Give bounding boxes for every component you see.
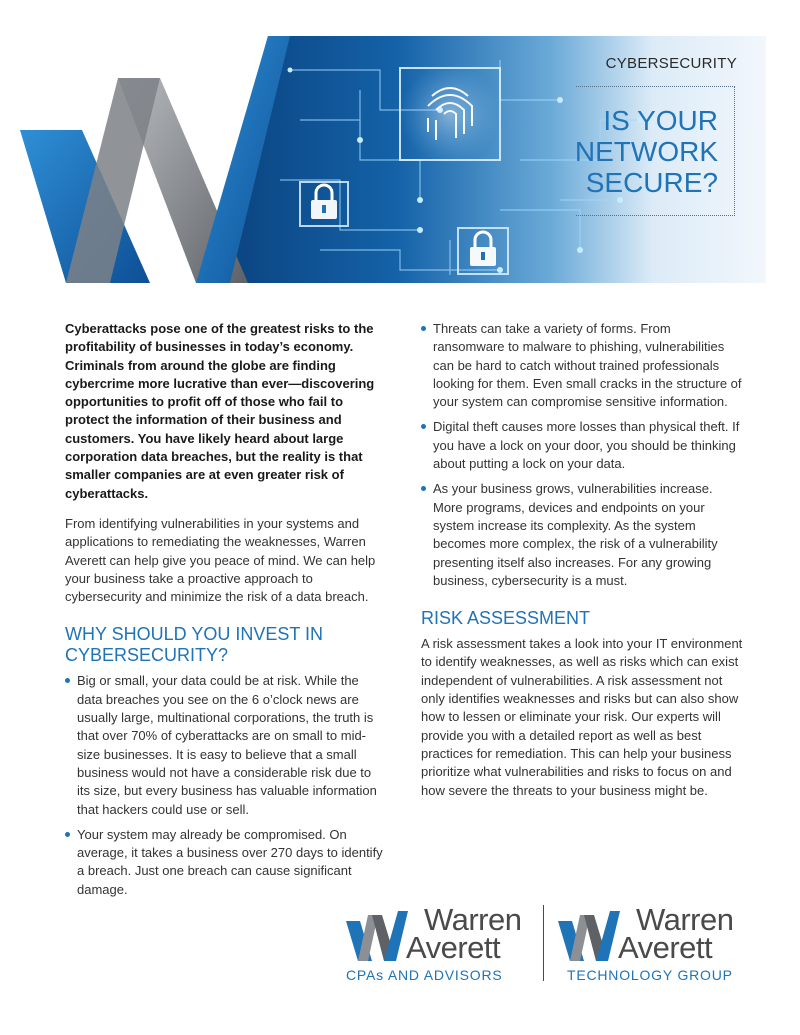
logo-word-warren: Warren (424, 902, 522, 937)
logo-technology-group (558, 903, 738, 989)
right-column (421, 320, 743, 812)
logo-word-averett: Averett (618, 930, 713, 965)
bullet-text: Your system may already be compromised. On average, it takes a business over 270 days to identify a breach. Just one breach can cause significant damage. (77, 826, 383, 897)
intro-paragraph: From identifying vulnerabilities in your systems and applications to remediating the weaknesses, Warren Averett can help give you peace of mind. We can help your business take a proactive approach to cybersecurity and minimize the risk of a data breach. (65, 515, 376, 605)
bullet-dot-icon (65, 832, 70, 837)
left-column (65, 320, 387, 906)
logo-divider (543, 905, 544, 981)
list-item (65, 672, 387, 818)
logo-word-averett: Averett (406, 930, 501, 965)
bullet-dot-icon (421, 424, 426, 429)
list-item (421, 480, 743, 590)
section-heading-risk: RISK ASSESSMENT (421, 608, 591, 629)
bullet-text: As your business grows, vulnerabilities increase. More programs, devices and endpoints on your system increase its complexity. As the system becomes more complex, the risk of a vulnerability presenting itself also increases. For any growing business, cybersecurity is a must. (433, 481, 718, 588)
lead-paragraph: Cyberattacks pose one of the greatest risks to the profitability of businesses in today’s economy. Criminals from around the globe are finding cybercrime more lucrative than ever—discovering opportunities to profit off of those who fail to protect the information of their business and customers. You have likely heard about large corporation data breaches, but the reality is that smaller companies are at even greater risk of cyberattacks. (65, 321, 375, 501)
bullet-dot-icon (421, 486, 426, 491)
page-title-line-1: IS YOUR (603, 105, 718, 136)
logo-tagline: TECHNOLOGY GROUP (567, 967, 733, 983)
page-title-line-2: NETWORK (574, 136, 718, 167)
risk-paragraph: A risk assessment takes a look into your IT environment to identify weaknesses, as well as risks which can exist independent of vulnerabilities. A risk assessment not only identifies weaknesses and risks but can also show how to lessen or eliminate your risk. Our experts will provide you with a detailed report as well as best practices for remediation. This can help your business prioritize what vulnerabilities and risks to focus on and how severe the threats to your business might be. (421, 636, 743, 798)
bullet-dot-icon (421, 326, 426, 331)
logo-tagline: CPAs AND ADVISORS (346, 967, 503, 983)
threats-bullet-list (421, 320, 743, 590)
bullet-text: Threats can take a variety of forms. From ransomware to malware to phishing, vulnerabilities can be hard to catch without trained professionals looking for them. Even small cracks in the structure of your system can compromise sensitive information. (433, 321, 742, 410)
list-item (421, 320, 743, 411)
invest-bullet-list (65, 672, 387, 899)
list-item (65, 826, 387, 899)
page-title-line-3: SECURE? (585, 167, 718, 198)
section-heading-invest: WHY SHOULD YOU INVEST IN CYBERSECURITY? (65, 624, 324, 666)
category-label: CYBERSECURITY (605, 55, 737, 72)
bullet-dot-icon (65, 678, 70, 683)
list-item (421, 418, 743, 473)
logo-cpas-and-advisors (346, 903, 526, 989)
bullet-text: Digital theft causes more losses than physical theft. If you have a lock on your door, you should be thinking about putting a lock on your data. (433, 419, 740, 472)
logo-word-warren: Warren (636, 902, 734, 937)
header-banner (0, 0, 800, 300)
bullet-text: Big or small, your data could be at risk. While the data breaches you see on the 6 o’clock news are usually large, multinational corporations, the truth is that over 70% of cyberattacks are on small to mid-size businesses. It is easy to believe that a small business would not have a considerable risk due to its size, but every business has valuable information that hackers could use or sell. (77, 673, 377, 817)
